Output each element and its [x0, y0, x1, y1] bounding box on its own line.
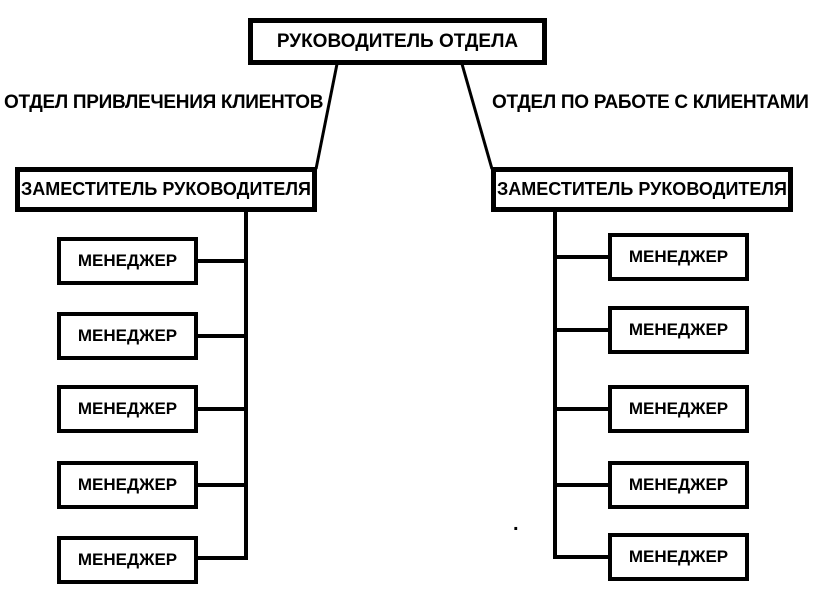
- right-manager-label-5: МЕНЕДЖЕР: [628, 547, 729, 567]
- left-manager-label-2: МЕНЕДЖЕР: [77, 326, 178, 346]
- left-manager-box-3: [57, 385, 198, 433]
- right-manager-box-1: [608, 233, 749, 281]
- left-manager-label-4: МЕНЕДЖЕР: [77, 475, 178, 495]
- connector-root-to-left-deputy: [316, 64, 337, 169]
- right-manager-label-4: МЕНЕДЖЕР: [628, 475, 729, 495]
- stray-dot-mark: .: [513, 513, 519, 535]
- right-manager-box-3: [608, 385, 749, 433]
- left-deputy-label: ЗАМЕСТИТЕЛЬ РУКОВОДИТЕЛЯ: [21, 179, 311, 200]
- left-department-label: ОТДЕЛ ПРИВЛЕЧЕНИЯ КЛИЕНТОВ: [4, 92, 324, 113]
- left-manager-label-5: МЕНЕДЖЕР: [77, 550, 178, 570]
- right-deputy-label: ЗАМЕСТИТЕЛЬ РУКОВОДИТЕЛЯ: [497, 179, 787, 200]
- root-box: [248, 18, 547, 65]
- right-manager-box-2: [608, 306, 749, 354]
- left-manager-box-1: [57, 237, 198, 285]
- right-manager-label-3: МЕНЕДЖЕР: [628, 399, 729, 419]
- root-box-label: РУКОВОДИТЕЛЬ ОТДЕЛА: [276, 30, 519, 52]
- right-manager-label-1: МЕНЕДЖЕР: [628, 247, 729, 267]
- left-manager-label-3: МЕНЕДЖЕР: [77, 399, 178, 419]
- right-manager-box-4: [608, 461, 749, 509]
- right-department-label: ОТДЕЛ ПО РАБОТЕ С КЛИЕНТАМИ: [492, 92, 809, 113]
- left-manager-box-4: [57, 461, 198, 509]
- right-manager-label-2: МЕНЕДЖЕР: [628, 320, 729, 340]
- left-deputy-box: [15, 167, 317, 212]
- right-manager-box-5: [608, 533, 749, 581]
- connector-root-to-right-deputy: [462, 64, 492, 169]
- right-deputy-box: [491, 167, 793, 212]
- left-manager-label-1: МЕНЕДЖЕР: [77, 251, 178, 271]
- left-manager-box-5: [57, 536, 198, 584]
- left-manager-box-2: [57, 312, 198, 360]
